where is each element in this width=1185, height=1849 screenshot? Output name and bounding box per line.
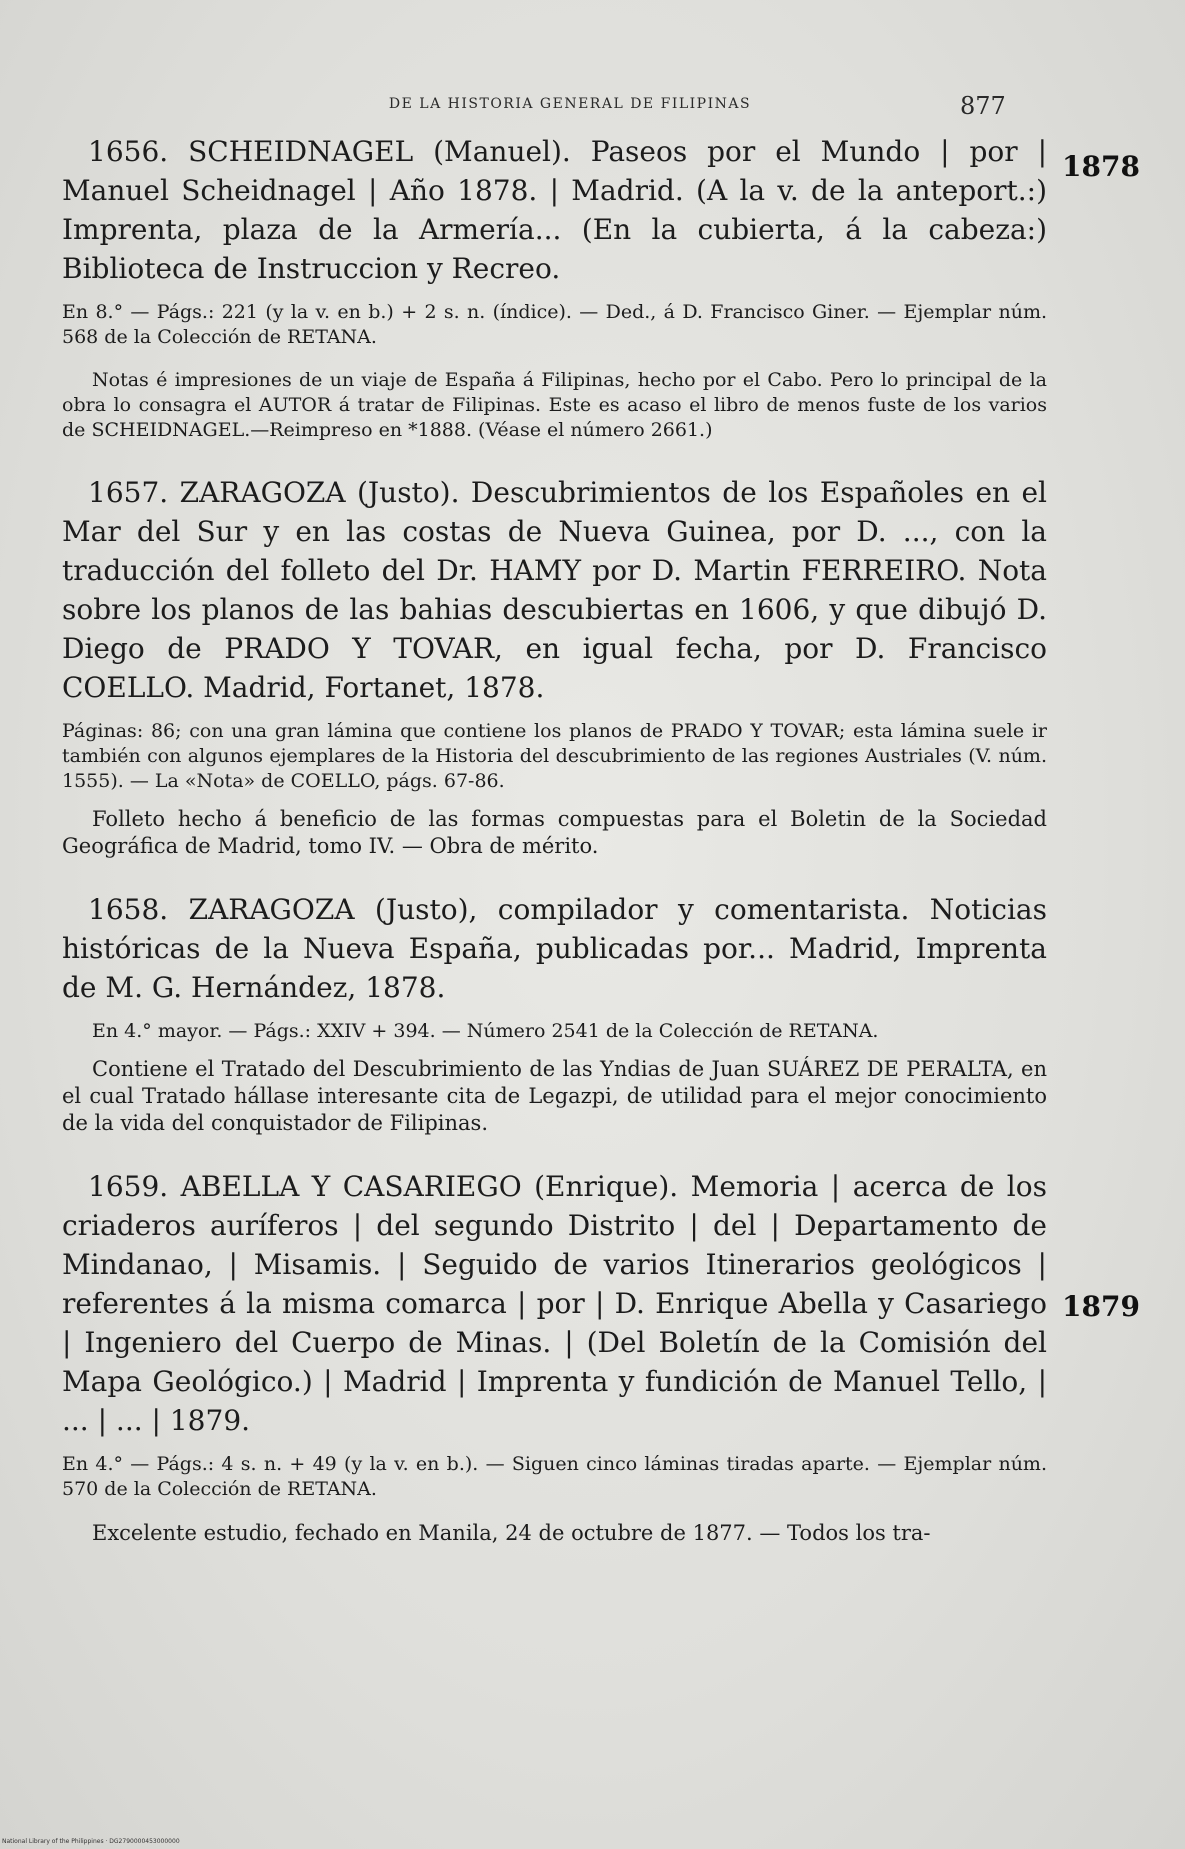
entry-heading <box>62 890 1047 1007</box>
entry-text: ABELLA Y CASARIEGO (Enrique). Memoria | acerca de los criaderos auríferos | del segundo Distrito | del | Departamento de Mindanao, | Misamis. | Seguido de varios Itinerarios geológicos | referentes á la misma comarca | por | D. Enrique Abella y Casariego | Ingeniero del Cuerpo de Minas. | (Del Boletín de la Comisión del Mapa Geológico.) | Madrid | Imprenta y fundición de Manuel Tello, | ... | ... | 1879. <box>62 1170 1047 1437</box>
page-content <box>62 132 1047 1547</box>
entry-heading <box>62 473 1047 707</box>
entry-1657 <box>62 473 1047 860</box>
margin-year-1878: 1878 <box>1062 150 1140 183</box>
entry-1656 <box>62 132 1047 443</box>
entry-heading <box>62 1167 1047 1440</box>
running-head: DE LA HISTORIA GENERAL DE FILIPINAS <box>388 96 752 112</box>
entry-note: En 8.° — Págs.: 221 (y la v. en b.) + 2 s. n. (índice). — Ded., á D. Francisco Giner. — Ejemplar núm. 568 de la Colección de RETANA. <box>62 301 1047 348</box>
entry-number: 1656. <box>88 135 169 168</box>
page-number: 877 <box>960 92 1006 120</box>
entry-note: Excelente estudio, fechado en Manila, 24 de octubre de 1877. — Todos los tra- <box>92 1521 931 1545</box>
entry-note: Notas é impresiones de un viaje de España á Filipinas, hecho por el Cabo. Pero lo principal de la obra lo consagra el AUTOR á tratar de Filipinas. Este es acaso el libro de menos fuste de los varios de SCHEIDNAGEL.—Reimpreso en *1888. (Véase el número 2661.) <box>62 369 1047 441</box>
entry-text: SCHEIDNAGEL (Manuel). Paseos por el Mundo | por | Manuel Scheidnagel | Año 1878. | Madrid. (A la v. de la anteport.:) Imprenta, plaza de la Armería... (En la cubierta, á la cabeza:) Biblioteca de Instruccion y Recreo. <box>62 135 1048 285</box>
entry-note: En 4.° mayor. — Págs.: XXIV + 394. — Número 2541 de la Colección de RETANA. <box>92 1020 879 1042</box>
entry-number: 1658. <box>88 893 169 926</box>
entry-text: ZARAGOZA (Justo), compilador y comentarista. Noticias históricas de la Nueva España, publicadas por... Madrid, Imprenta de M. G. Hernández, 1878. <box>62 893 1047 1004</box>
entry-note: Páginas: 86; con una gran lámina que contiene los planos de PRADO Y TOVAR; esta lámina suele ir también con algunos ejemplares de la Historia del descubrimiento de las regiones Austriales (V. núm. 1555). — La «Nota» de COELLO, págs. 67-86. <box>62 720 1047 792</box>
margin-year-1879: 1879 <box>1062 1290 1140 1323</box>
entry-text: ZARAGOZA (Justo). Descubrimientos de los Españoles en el Mar del Sur y en las costas de Nueva Guinea, por D. ..., con la traducción del folleto del Dr. HAMY por D. Martin FERREIRO. Nota sobre los planos de las bahias descubiertas en 1606, y que dibujó D. Diego de PRADO Y TOVAR, en igual fecha, por D. Francisco COELLO. Madrid, Fortanet, 1878. <box>62 476 1048 704</box>
entry-number: 1657. <box>88 476 169 509</box>
entry-note: Folleto hecho á beneficio de las formas compuestas para el Boletin de la Sociedad Geográfica de Madrid, tomo IV. — Obra de mérito. <box>62 807 1047 858</box>
entry-heading <box>62 132 1047 288</box>
entry-note: En 4.° — Págs.: 4 s. n. + 49 (y la v. en b.). — Siguen cinco láminas tiradas aparte. — Ejemplar núm. 570 de la Colección de RETANA. <box>62 1453 1047 1500</box>
scan-credit: National Library of the Philippines · DG2790000453000000 <box>2 1838 180 1845</box>
entry-note: Contiene el Tratado del Descubrimiento de las Yndias de Juan SUÁREZ DE PERALTA, en el cual Tratado hállase interesante cita de Legazpi, de utilidad para el mejor conocimiento de la vida del conquistador de Filipinas. <box>62 1057 1047 1135</box>
entry-1658 <box>62 890 1047 1137</box>
entry-1659 <box>62 1167 1047 1547</box>
entry-number: 1659. <box>88 1170 169 1203</box>
